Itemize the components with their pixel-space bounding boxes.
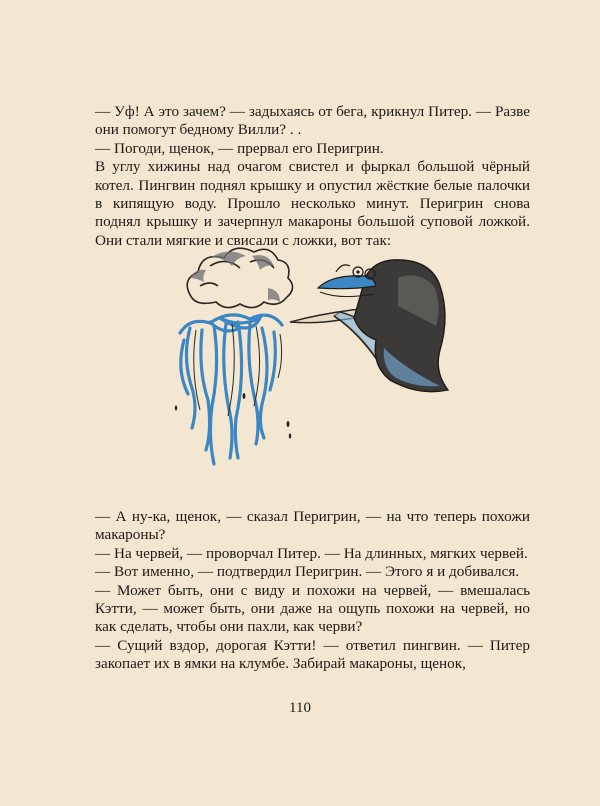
paragraph: — На червей, — проворчал Питер. — На длинных, мягких червей. <box>95 544 528 562</box>
paragraph: В углу хижины над очагом свистел и фыркал большой чёрный котел. Пингвин поднял крышку и опустил жёсткие белые палочки в кипящую воду. Прошло несколько минут. Перигрин снова поднял крышку и зачерпнул макароны большой суповой ложкой. Они стали мягкие и свисали с ложки, вот так: <box>95 158 530 249</box>
steam-shading <box>190 251 280 302</box>
bottom-text-block <box>95 508 530 674</box>
penguin <box>318 260 448 392</box>
top-text-block <box>95 103 530 250</box>
paragraph: — Уф! А это зачем? — задыхаясь от бега, крикнул Питер. — Разве они помогут бедному Вилли? . . <box>95 103 530 139</box>
penguin-macaroni-illustration <box>140 238 480 488</box>
paragraph: — Сущий вздор, дорогая Кэтти! — ответил пингвин. — Питер закопает их в ямки на клумбе. Забирай макароны, щенок, <box>95 636 530 673</box>
paragraph: — Может быть, они с виду и похожи на червей, — вмешалась Кэтти, — может быть, они даже на ощупь похожи на червей, но как сделать, чтобы они пахли, как черви? <box>95 581 530 636</box>
paragraph: — А ну-ка, щенок, — сказал Перигрин, — на что теперь похожи макароны? <box>95 508 530 544</box>
paragraph: — Погоди, щенок, — прервал его Перигрин. <box>95 139 384 157</box>
paragraph: — Вот именно, — подтвердил Перигрин. — Этого я и добивался. <box>95 563 520 581</box>
page-number: 110 <box>289 700 311 716</box>
